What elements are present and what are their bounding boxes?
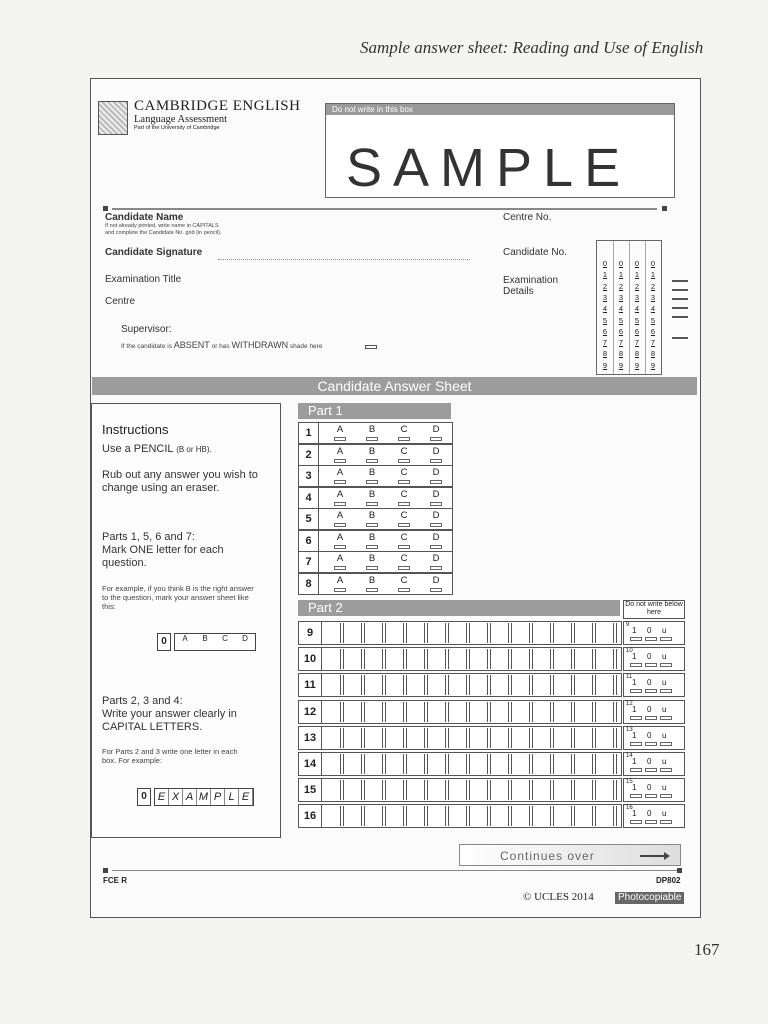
logo-small: Part of the University of Cambridge (134, 125, 220, 131)
copyright: © UCLES 2014 (523, 891, 594, 903)
answer-option-c[interactable]: C (400, 445, 408, 457)
marking-option: u (662, 626, 667, 635)
marking-lozenge (645, 663, 657, 667)
answer-lozenge[interactable] (366, 437, 378, 441)
parts-a-example: For example, if you think B is the right answer to the question, mark your answer sheet like this: (102, 584, 254, 611)
candidate-digit-4[interactable]: 4 (602, 304, 608, 314)
marking-lozenge (630, 768, 642, 772)
answer-option-a[interactable]: A (336, 574, 344, 586)
pencil-instruction: Use a PENCIL (B or HB). (102, 443, 212, 455)
candidate-digit-5[interactable]: 5 (618, 315, 624, 325)
marking-option: u (662, 757, 667, 766)
answer-lozenge[interactable] (366, 480, 378, 484)
answer-option-c[interactable]: C (400, 424, 408, 435)
answer-lozenge[interactable] (398, 459, 410, 463)
example-option: D (242, 634, 248, 643)
candidate-digit-7[interactable]: 7 (634, 338, 640, 348)
marking-question-number: 11 (626, 674, 633, 681)
part1-question-row (298, 465, 453, 487)
examiner-marking-box (623, 726, 685, 750)
divider (112, 208, 657, 210)
answer-lozenge[interactable] (430, 588, 442, 592)
candidate-name-note: If not already printed, write name in CAPITALS and complete the Candidate No. grid (in pencil). (105, 223, 222, 236)
marking-lozenge (645, 637, 657, 641)
question-number: 10 (299, 648, 322, 670)
marking-question-number: 13 (626, 726, 633, 733)
part2-question-row (298, 726, 622, 750)
candidate-digit-9[interactable]: 9 (618, 360, 624, 370)
letter-boxes[interactable] (323, 623, 620, 643)
marking-option: 1 (632, 704, 637, 714)
answer-lozenge[interactable] (366, 545, 378, 549)
answer-option-b[interactable]: B (368, 424, 376, 435)
candidate-digit-9[interactable]: 9 (634, 360, 640, 370)
answer-option-b[interactable]: B (368, 488, 376, 500)
marking-option: 1 (632, 652, 637, 662)
answer-option-d[interactable]: D (432, 574, 440, 586)
running-head: Sample answer sheet: Reading and Use of English (360, 38, 704, 57)
question-number: 4 (299, 488, 319, 508)
marking-question-number: 9 (626, 622, 630, 628)
answer-lozenge[interactable] (430, 566, 442, 570)
answer-option-d[interactable]: D (432, 553, 440, 564)
candidate-digit-5[interactable]: 5 (602, 315, 608, 325)
answer-lozenge[interactable] (334, 588, 346, 592)
erase-instruction: Rub out any answer you wish to change using an eraser. (102, 469, 258, 494)
question-number: 9 (299, 622, 322, 644)
answer-option-a[interactable]: A (336, 467, 344, 478)
candidate-number-column[interactable] (597, 241, 614, 374)
candidate-digit-6[interactable]: 6 (634, 326, 640, 336)
examiner-marking-box (623, 673, 685, 697)
marking-option: u (662, 704, 667, 714)
example-letter: E (155, 789, 169, 805)
candidate-digit-2[interactable]: 2 (618, 281, 624, 291)
answer-option-a[interactable]: A (336, 445, 344, 457)
candidate-digit-8[interactable]: 8 (618, 349, 624, 359)
answer-lozenge[interactable] (334, 459, 346, 463)
parts-a-text: Mark ONE letter for each question. (102, 544, 224, 569)
marking-question-number: 16 (626, 805, 633, 812)
marking-lozenge (660, 820, 672, 824)
answer-option-d[interactable]: D (432, 445, 440, 457)
candidate-digit-8[interactable]: 8 (602, 349, 608, 359)
candidate-name-label: Candidate Name (105, 212, 184, 223)
marking-lozenge (630, 689, 642, 693)
marking-option: 0 (647, 626, 652, 635)
marking-option: 0 (647, 652, 652, 662)
answer-option-b[interactable]: B (368, 574, 376, 586)
example-option: C (222, 634, 228, 643)
candidate-digit-6[interactable]: 6 (602, 326, 608, 336)
exam-details-label: Examination Details (503, 275, 559, 297)
candidate-number-grid[interactable] (596, 240, 662, 375)
candidate-digit-9[interactable]: 9 (602, 360, 608, 370)
answer-lozenge[interactable] (366, 523, 378, 527)
marking-option: u (662, 678, 667, 688)
answer-lozenge[interactable] (366, 502, 378, 506)
part1-question-row (298, 444, 453, 466)
photocopiable-badge: Photocopiable (615, 892, 684, 904)
question-number: 1 (299, 423, 319, 443)
answer-lozenge[interactable] (334, 545, 346, 549)
part2-header: Part 2 (298, 600, 620, 616)
parts-b-head: Parts 2, 3 and 4: (102, 695, 183, 707)
candidate-digit-0[interactable]: 0 (618, 259, 624, 268)
candidate-digit-3[interactable]: 3 (650, 292, 656, 302)
candidate-digit-2[interactable]: 2 (602, 281, 608, 291)
part2-question-row (298, 752, 622, 776)
answer-lozenge[interactable] (398, 523, 410, 527)
candidate-digit-3[interactable]: 3 (602, 292, 608, 302)
candidate-number-column[interactable] (613, 241, 630, 374)
question-number: 8 (299, 574, 319, 594)
marking-question-number: 15 (626, 779, 633, 786)
logo-sub: Language Assessment (134, 114, 228, 125)
exam-title-label: Examination Title (105, 274, 182, 285)
answer-option-c[interactable]: C (400, 467, 408, 478)
candidate-number-column[interactable] (645, 241, 661, 374)
marking-lozenge (630, 742, 642, 746)
example-letter: A (183, 789, 197, 805)
letter-boxes[interactable] (323, 728, 620, 748)
examiner-marking-box (623, 752, 685, 776)
question-number: 16 (299, 805, 322, 827)
answer-option-d[interactable]: D (432, 424, 440, 435)
signature-label: Candidate Signature (105, 247, 203, 258)
parts-b-text: Write your answer clearly in CAPITAL LETTERS. (102, 708, 237, 733)
marking-lozenge (645, 768, 657, 772)
marking-option: u (662, 730, 667, 740)
marking-lozenge (660, 637, 672, 641)
example-option: B (202, 634, 208, 643)
marking-option: 1 (632, 783, 637, 793)
candidate-digit-1[interactable]: 1 (650, 270, 656, 280)
examiner-marking-box (623, 621, 685, 645)
answer-lozenge[interactable] (398, 437, 410, 441)
marking-lozenge (645, 820, 657, 824)
answer-lozenge[interactable] (334, 437, 346, 441)
question-number: 11 (299, 674, 322, 696)
marking-lozenge (630, 794, 642, 798)
answer-option-c[interactable]: C (400, 510, 408, 521)
question-number: 15 (299, 779, 322, 801)
answer-option-a[interactable]: A (336, 510, 344, 521)
answer-lozenge[interactable] (334, 480, 346, 484)
question-number: 14 (299, 753, 322, 775)
answer-lozenge[interactable] (366, 459, 378, 463)
answer-option-b[interactable]: B (368, 467, 376, 478)
marking-option: 0 (647, 809, 652, 819)
candidate-digit-5[interactable]: 5 (650, 315, 656, 325)
examiner-marking-box (623, 647, 685, 671)
candidate-digit-6[interactable]: 6 (618, 326, 624, 336)
answer-lozenge[interactable] (334, 566, 346, 570)
answer-option-c[interactable]: C (400, 553, 408, 564)
answer-option-a[interactable]: A (336, 488, 344, 500)
form-code-right: DP802 (656, 876, 681, 885)
logo-main: CAMBRIDGE ENGLISH (134, 98, 301, 114)
candidate-digit-4[interactable]: 4 (618, 304, 624, 314)
arrow-right-icon (640, 855, 666, 857)
marking-lozenge (630, 637, 642, 641)
question-number: 7 (299, 552, 319, 572)
example-word-number: 0 (137, 788, 151, 806)
absent-shade-box[interactable] (365, 345, 377, 349)
answer-option-b[interactable]: B (368, 510, 376, 521)
marking-lozenge (630, 663, 642, 667)
candidate-digit-7[interactable]: 7 (618, 338, 624, 348)
marking-option: 0 (647, 730, 652, 740)
answer-option-b[interactable]: B (368, 553, 376, 564)
registration-mark (662, 206, 667, 211)
answer-option-a[interactable]: A (336, 553, 344, 564)
example-letter: P (211, 789, 225, 805)
answer-lozenge[interactable] (430, 437, 442, 441)
supervisor-label: Supervisor: (121, 324, 172, 335)
part1-question-row (298, 551, 453, 573)
example-number: 0 (157, 633, 171, 651)
example-option: A (182, 634, 188, 643)
candidate-digit-1[interactable]: 1 (634, 270, 640, 280)
marking-lozenge (645, 716, 657, 720)
marking-lozenge (645, 689, 657, 693)
marking-option: 1 (632, 626, 637, 635)
marking-option: 0 (647, 678, 652, 688)
example-mark (157, 633, 256, 651)
registration-mark (677, 868, 682, 873)
form-code-left: FCE R (103, 876, 127, 885)
marking-lozenge (660, 768, 672, 772)
letter-boxes[interactable] (323, 806, 620, 826)
candidate-digit-0[interactable]: 0 (634, 259, 640, 268)
sample-watermark: SAMPLE (346, 138, 632, 198)
letter-boxes[interactable] (323, 649, 620, 669)
candidate-digit-9[interactable]: 9 (650, 360, 656, 370)
exam-details-marks (672, 280, 688, 339)
answer-option-c[interactable]: C (400, 531, 408, 543)
candidate-digit-8[interactable]: 8 (650, 349, 656, 359)
cambridge-crest-icon (98, 101, 128, 135)
candidate-digit-7[interactable]: 7 (650, 338, 656, 348)
answer-option-c[interactable]: C (400, 488, 408, 500)
question-number: 13 (299, 727, 322, 749)
marking-option: u (662, 809, 667, 819)
do-not-write-below: Do not write below here (623, 600, 685, 619)
parts-b-example: For Parts 2 and 3 write one letter in each box. For example: (102, 747, 238, 765)
marking-lozenge (660, 742, 672, 746)
marking-lozenge (660, 663, 672, 667)
marking-option: 1 (632, 809, 637, 819)
answer-option-d[interactable]: D (432, 467, 440, 478)
letter-boxes[interactable] (323, 702, 620, 722)
answer-lozenge[interactable] (398, 545, 410, 549)
divider (112, 870, 677, 871)
part1-header: Part 1 (298, 403, 451, 419)
marking-option: 1 (632, 678, 637, 688)
candidate-digit-5[interactable]: 5 (634, 315, 640, 325)
question-number: 2 (299, 445, 319, 465)
examiner-marking-box (623, 700, 685, 724)
marking-lozenge (660, 794, 672, 798)
marking-lozenge (630, 716, 642, 720)
candidate-number-column[interactable] (629, 241, 646, 374)
candidate-digit-3[interactable]: 3 (634, 292, 640, 302)
marking-option: 0 (647, 757, 652, 766)
example-letter: L (225, 789, 239, 805)
do-not-write-box (325, 103, 675, 198)
instructions-title: Instructions (102, 422, 169, 437)
marking-question-number: 12 (626, 700, 633, 707)
question-number: 6 (299, 531, 319, 551)
part1-question-row (298, 573, 453, 595)
candidate-digit-4[interactable]: 4 (634, 304, 640, 314)
marking-question-number: 10 (626, 648, 633, 655)
part1-question-row (298, 422, 453, 444)
candidate-digit-0[interactable]: 0 (650, 259, 656, 268)
marking-option: u (662, 652, 667, 662)
candidate-no-label: Candidate No. (503, 247, 567, 258)
candidate-digit-8[interactable]: 8 (634, 349, 640, 359)
question-number: 12 (299, 701, 322, 723)
answer-lozenge[interactable] (398, 480, 410, 484)
answer-option-d[interactable]: D (432, 531, 440, 543)
registration-mark (103, 206, 108, 211)
answer-lozenge[interactable] (334, 523, 346, 527)
example-word (137, 788, 254, 806)
examiner-marking-box (623, 778, 685, 802)
answer-option-b[interactable]: B (368, 445, 376, 457)
example-letter: E (239, 789, 253, 805)
page-number: 167 (694, 940, 720, 959)
candidate-digit-3[interactable]: 3 (618, 292, 624, 302)
part2-question-row (298, 778, 622, 802)
question-number: 5 (299, 509, 319, 529)
marking-option: 0 (647, 704, 652, 714)
candidate-digit-7[interactable]: 7 (602, 338, 608, 348)
answer-option-b[interactable]: B (368, 531, 376, 543)
answer-option-a[interactable]: A (336, 424, 344, 435)
candidate-digit-1[interactable]: 1 (602, 270, 608, 280)
answer-lozenge[interactable] (366, 566, 378, 570)
answer-lozenge[interactable] (398, 502, 410, 506)
marking-question-number: 14 (626, 753, 633, 759)
answer-lozenge[interactable] (430, 480, 442, 484)
answer-lozenge[interactable] (398, 566, 410, 570)
part2-question-row (298, 647, 622, 671)
question-number: 3 (299, 466, 319, 486)
candidate-digit-1[interactable]: 1 (618, 270, 624, 280)
candidate-digit-2[interactable]: 2 (650, 281, 656, 291)
candidate-digit-0[interactable]: 0 (602, 259, 608, 268)
marking-option: 0 (647, 783, 652, 793)
marking-lozenge (645, 794, 657, 798)
letter-boxes[interactable] (323, 675, 620, 695)
part2-question-row (298, 804, 622, 828)
part2-question-row (298, 673, 622, 697)
answer-option-d[interactable]: D (432, 510, 440, 521)
letter-boxes[interactable] (323, 754, 620, 774)
parts-a-head: Parts 1, 5, 6 and 7: (102, 531, 195, 543)
part2-question-row (298, 700, 622, 724)
part1-question-row (298, 487, 453, 509)
answer-lozenge[interactable] (398, 588, 410, 592)
answer-lozenge[interactable] (430, 459, 442, 463)
signature-line[interactable] (218, 259, 470, 260)
answer-option-d[interactable]: D (432, 488, 440, 500)
marking-option: 1 (632, 757, 637, 766)
marking-lozenge (645, 742, 657, 746)
letter-boxes[interactable] (323, 780, 620, 800)
marking-lozenge (660, 689, 672, 693)
centre-no-label: Centre No. (503, 212, 552, 223)
answer-option-a[interactable]: A (336, 531, 344, 543)
examiner-marking-box (623, 804, 685, 828)
part1-question-row (298, 508, 453, 530)
answer-sheet-banner: Candidate Answer Sheet (92, 377, 697, 395)
do-not-write-label: Do not write in this box (326, 104, 674, 115)
example-letter: M (197, 789, 211, 805)
part1-question-row (298, 530, 453, 552)
centre-label: Centre (105, 296, 136, 307)
marking-lozenge (660, 716, 672, 720)
answer-lozenge[interactable] (430, 545, 442, 549)
answer-lozenge[interactable] (430, 502, 442, 506)
candidate-digit-4[interactable]: 4 (650, 304, 656, 314)
registration-mark (103, 868, 108, 873)
absent-note: If the candidate is ABSENT or has WITHDRAWN shade here (121, 340, 323, 350)
candidate-digit-6[interactable]: 6 (650, 326, 656, 336)
answer-option-c[interactable]: C (400, 574, 408, 586)
marking-lozenge (630, 820, 642, 824)
example-letter: X (169, 789, 183, 805)
marking-option: u (662, 783, 667, 793)
continues-over-button[interactable] (459, 844, 681, 866)
part2-question-row (298, 621, 622, 645)
answer-lozenge[interactable] (366, 588, 378, 592)
continues-label: Continues over (500, 849, 595, 863)
candidate-digit-2[interactable]: 2 (634, 281, 640, 291)
answer-lozenge[interactable] (430, 523, 442, 527)
marking-option: 1 (632, 730, 637, 740)
answer-lozenge[interactable] (334, 502, 346, 506)
